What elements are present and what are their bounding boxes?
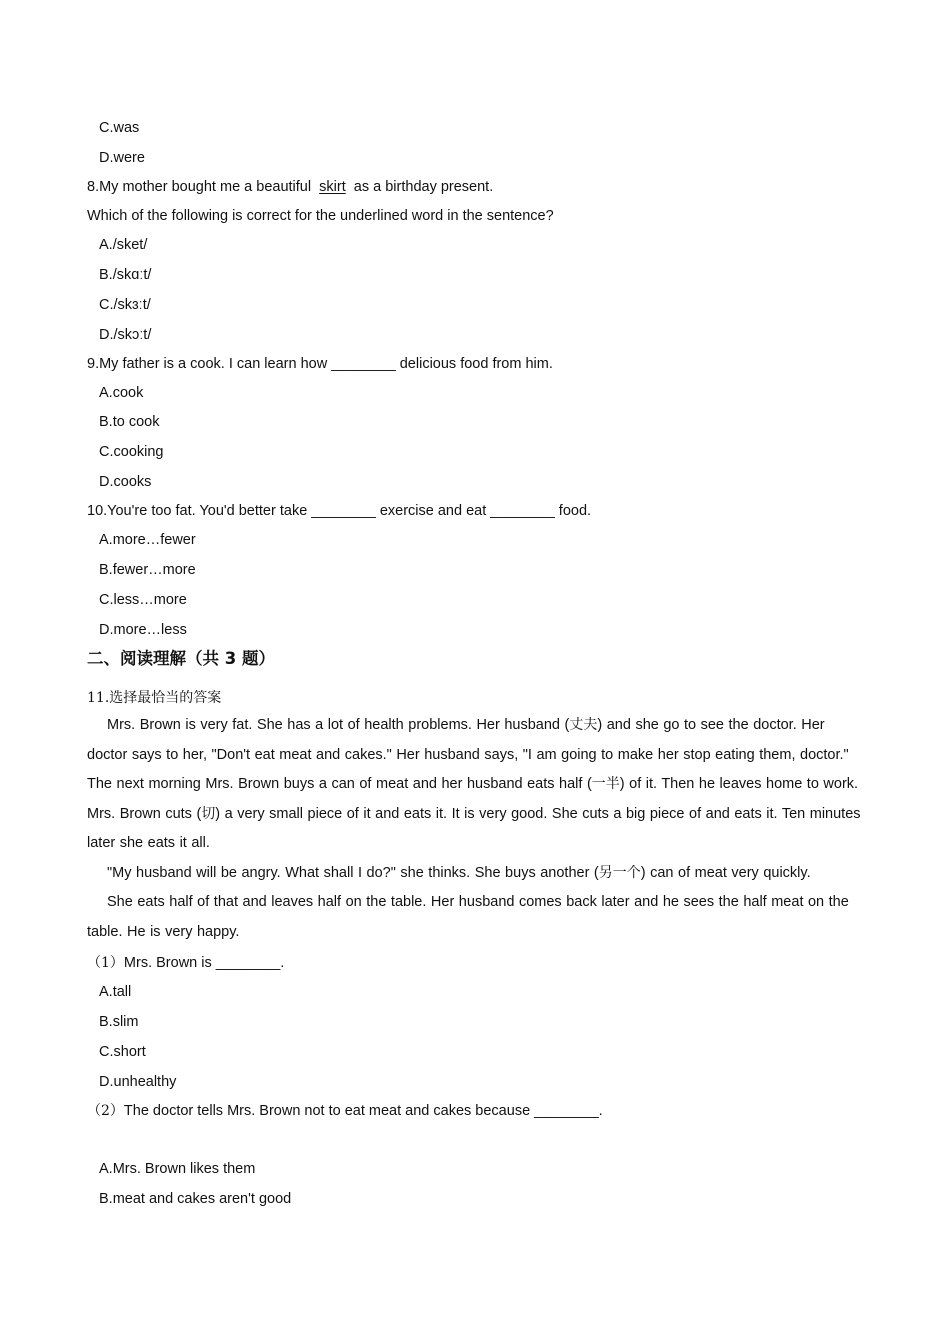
q11-passage-paragraph-3: She eats half of that and leaves half on the table. Her husband comes back later and he sees the half meat on the table. He is very happy. (87, 894, 849, 940)
q11-passage-paragraph-2 (87, 859, 862, 889)
q11-sub1-option-b: B.slim (99, 1014, 139, 1030)
q9-option-a: A.cook (99, 385, 144, 401)
q11-p2-text-a: "My husband will be angry. What shall I do?" she thinks. She buys another ( (107, 865, 599, 881)
q11-sub2-option-b: B.meat and cakes aren't good (99, 1191, 292, 1207)
section-title-reading: 二、阅读理解（共 3 题） (87, 649, 275, 668)
q9-option-b: B.to cook (99, 414, 160, 430)
q8-option-c: C./skɜːt/ (99, 297, 151, 313)
q11-p1-text-d: ) a very small piece of it and eats it. It is very good. She cuts a big piece of and eats it. Ten minutes later she eats it all. (87, 805, 861, 852)
q11-p1-text-a: Mrs. Brown is very fat. She has a lot of health problems. Her husband ( (107, 717, 570, 733)
q11-p2-gloss-another: 另一个 (598, 865, 641, 881)
q11-sub1-option-d: D.unhealthy (99, 1074, 177, 1090)
q10-stem: 10.You're too fat. You'd better take ________ exercise and eat ________ food. (87, 503, 592, 519)
q8-option-b: B./skɑːt/ (99, 267, 152, 283)
q11-sub1-option-c: C.short (99, 1044, 146, 1060)
q8-stem (87, 178, 493, 196)
q7-option-d: D.were (99, 150, 145, 166)
q10-option-c: C.less…more (99, 592, 187, 608)
q11-sub1-stem (87, 954, 284, 972)
q11-sub1-text: Mrs. Brown is ________. (123, 955, 285, 971)
q11-sub1-option-a: A.tall (99, 984, 132, 1000)
q11-sub2-number: （2） (87, 1103, 124, 1119)
q11-p2-text-b: ) can of meat very quickly. (640, 865, 811, 881)
q8-underlined-word: skirt (319, 179, 346, 195)
q10-option-b: B.fewer…more (99, 562, 196, 578)
q11-p1-text-b: ) and she go to see the doctor. Her doctor says to her, "Don't eat meat and cakes." Her husband says, "I am going to make her stop eating them, doctor." The next morning Mrs. Brown buys a can of meat and her husband eats half ( (87, 717, 849, 793)
q10-option-a: A.more…fewer (99, 532, 196, 548)
q11-p1-gloss-cut: 切 (201, 805, 216, 822)
q10-option-d: D.more…less (99, 622, 187, 638)
q11-p1-gloss-half: 一半 (591, 776, 620, 793)
q11-sub2-stem (87, 1102, 603, 1120)
q11-passage-paragraph-1 (87, 711, 862, 859)
q9-stem: 9.My father is a cook. I can learn how ________ delicious food from him. (87, 356, 553, 372)
q11-sub2-text: The doctor tells Mrs. Brown not to eat meat and cakes because ________. (123, 1103, 603, 1119)
q11-sub1-number: （1） (87, 955, 124, 971)
q8-instruction: Which of the following is correct for the underlined word in the sentence? (87, 208, 554, 224)
q7-option-c: C.was (99, 120, 140, 136)
q8-stem-suffix: as a birthday present. (353, 179, 494, 195)
q9-option-c: C.cooking (99, 444, 164, 460)
q11-p1-gloss-husband: 丈夫 (569, 717, 598, 733)
q8-option-a: A./sket/ (99, 237, 148, 253)
q11-p1-text-c: ) of it. Then he leaves home to work. Mrs. Brown cuts ( (87, 776, 859, 822)
q11-sub2-option-a: A.Mrs. Brown likes them (99, 1161, 256, 1177)
q9-option-d: D.cooks (99, 474, 152, 490)
q8-option-d: D./skɔːt/ (99, 327, 152, 343)
q8-stem-prefix: 8.My mother bought me a beautiful (87, 179, 312, 195)
q11-title: 11.选择最恰当的答案 (87, 690, 222, 706)
